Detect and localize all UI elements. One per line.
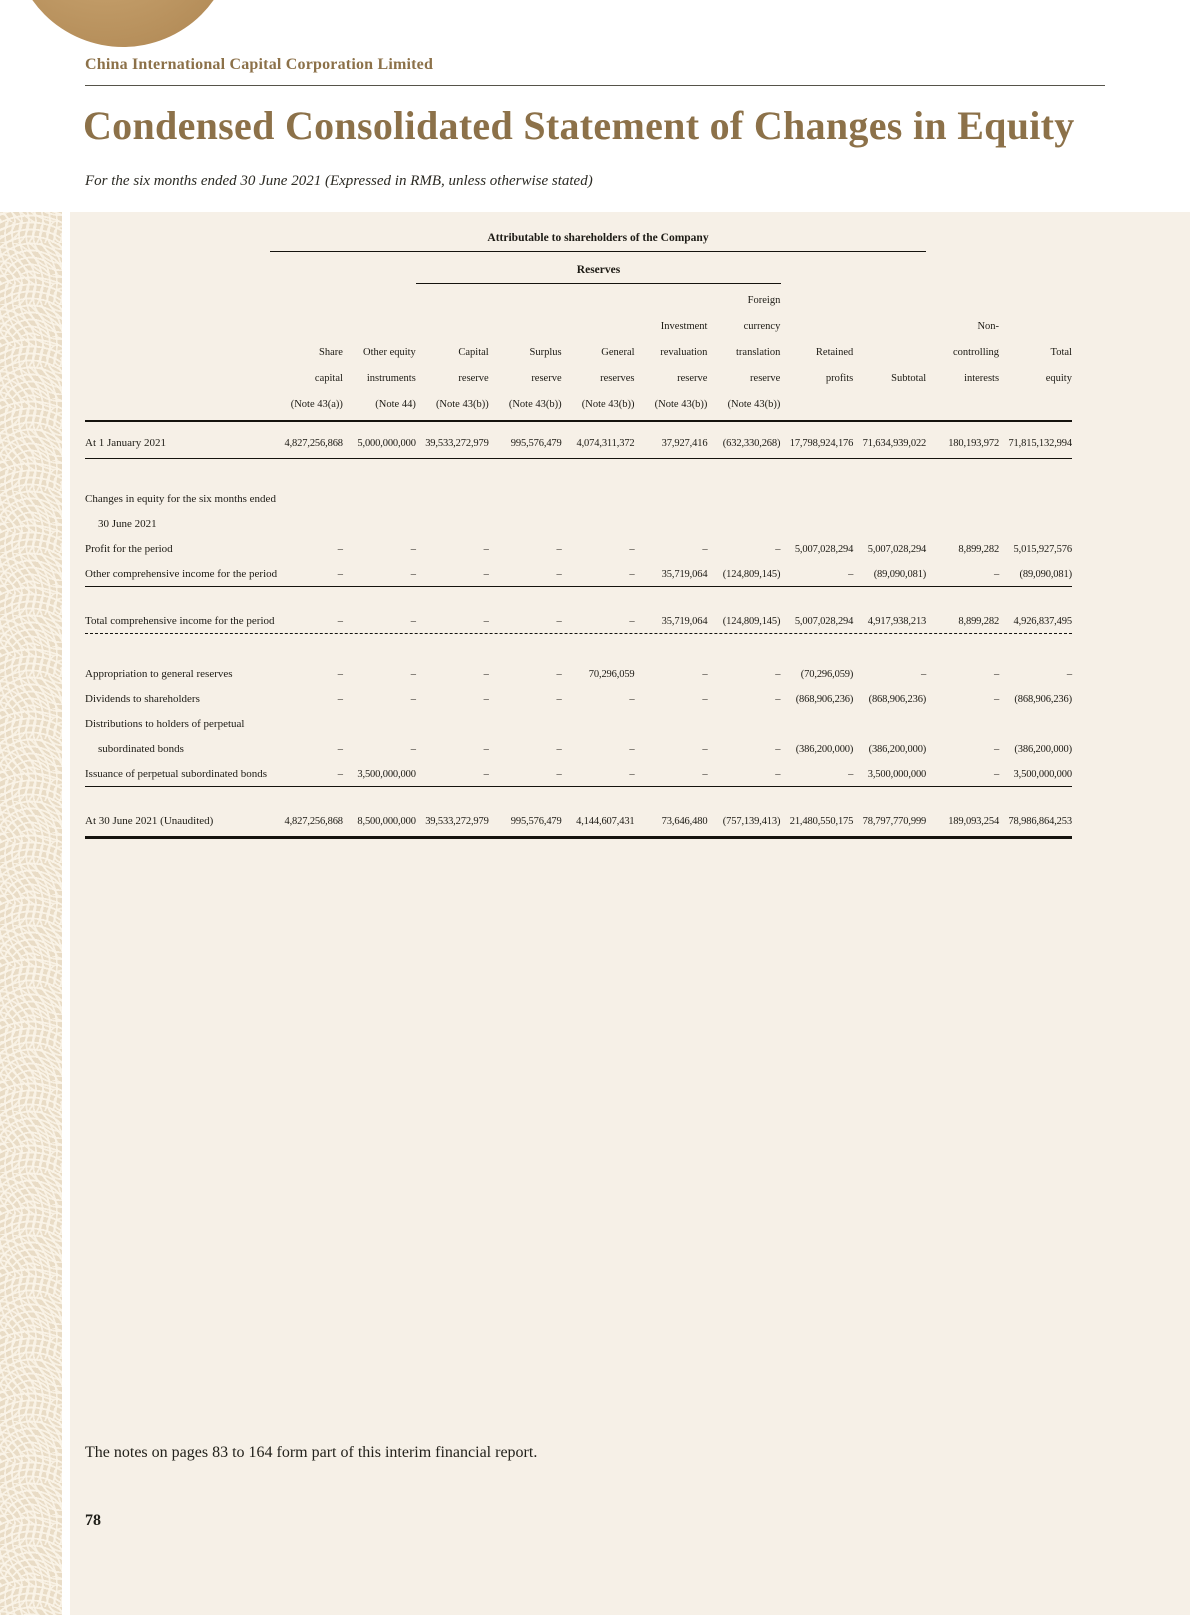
column-header-line: General bbox=[601, 347, 635, 358]
cell-value: (868,906,236) bbox=[795, 693, 854, 705]
decorative-wave-pattern bbox=[0, 212, 62, 1615]
column-header-line: reserve bbox=[750, 373, 781, 384]
cell-value: 4,144,607,431 bbox=[576, 815, 635, 827]
row-label: Total comprehensive income for the period bbox=[85, 614, 275, 627]
cell-value: 3,500,000,000 bbox=[867, 768, 927, 780]
cell-value: – bbox=[921, 668, 927, 680]
column-header-line: Share bbox=[318, 347, 343, 358]
cell-value: (386,200,000) bbox=[1014, 743, 1072, 755]
cell-value: – bbox=[848, 768, 854, 780]
cell-value: – bbox=[410, 743, 416, 755]
group-header-attributable-label: Attributable to shareholders of the Company bbox=[487, 232, 709, 244]
column-note: (Note 43(a)) bbox=[290, 399, 343, 410]
cell-value: (868,906,236) bbox=[1014, 693, 1072, 705]
column-note: (Note 43(b)) bbox=[508, 399, 562, 410]
footnote: The notes on pages 83 to 164 form part of this interim financial report. bbox=[85, 1444, 538, 1461]
column-header-line: Subtotal bbox=[891, 373, 927, 384]
column-header-line: reserves bbox=[600, 373, 635, 384]
table-body bbox=[85, 422, 1072, 839]
column-header-line: translation bbox=[736, 347, 781, 358]
page-number: 78 bbox=[85, 1512, 101, 1529]
cell-value: 8,500,000,000 bbox=[357, 815, 416, 827]
column-header bbox=[635, 314, 708, 418]
column-header bbox=[343, 340, 416, 418]
column-header-line: revaluation bbox=[660, 347, 708, 358]
table-row bbox=[85, 711, 1072, 736]
cell-value: 8,899,282 bbox=[958, 615, 1000, 627]
cell-value: – bbox=[337, 615, 343, 627]
cell-value: – bbox=[993, 568, 1000, 580]
column-note-spacer bbox=[999, 392, 1072, 418]
cell-value: – bbox=[702, 668, 708, 680]
cell-value: – bbox=[556, 743, 562, 755]
cell-value: 5,000,000,000 bbox=[357, 438, 416, 449]
column-header bbox=[562, 340, 635, 418]
cell-value: 73,646,480 bbox=[661, 815, 708, 827]
cell-value: (757,139,413) bbox=[722, 815, 781, 827]
cell-value: 3,500,000,000 bbox=[1013, 768, 1072, 780]
cell-value: – bbox=[775, 743, 781, 755]
cell-value: – bbox=[556, 768, 562, 780]
cell-value: – bbox=[1066, 668, 1072, 680]
cell-value: – bbox=[629, 615, 635, 627]
cell-value: – bbox=[775, 668, 781, 680]
column-header-line: reserve bbox=[531, 373, 562, 384]
column-header-line: currency bbox=[743, 321, 781, 332]
cell-value: 4,926,837,495 bbox=[1013, 615, 1072, 627]
cell-value: 21,480,550,175 bbox=[789, 815, 854, 827]
cell-value: (89,090,081) bbox=[873, 568, 927, 580]
cell-value: – bbox=[410, 693, 416, 705]
cell-value: (386,200,000) bbox=[868, 743, 927, 755]
column-header bbox=[489, 340, 562, 418]
column-header-line: equity bbox=[1045, 373, 1072, 384]
column-header-line: instruments bbox=[366, 373, 416, 384]
table-row bbox=[85, 608, 1072, 634]
column-header-line: Investment bbox=[660, 321, 708, 332]
cell-value: – bbox=[337, 568, 343, 580]
cell-value: – bbox=[775, 543, 781, 555]
cell-value: – bbox=[483, 743, 489, 755]
cell-value: 35,719,064 bbox=[661, 615, 708, 627]
cell-value: (632,330,268) bbox=[722, 438, 781, 449]
cell-value: 189,093,254 bbox=[948, 815, 1000, 827]
page-subtitle: For the six months ended 30 June 2021 (Expressed in RMB, unless otherwise stated) bbox=[85, 173, 593, 189]
cell-value: 17,798,924,176 bbox=[789, 438, 854, 449]
cell-value: – bbox=[483, 615, 489, 627]
cell-value: – bbox=[993, 768, 1000, 780]
cell-value: – bbox=[337, 743, 343, 755]
column-header bbox=[853, 366, 926, 418]
column-note-spacer bbox=[926, 392, 999, 418]
cell-value: – bbox=[702, 543, 708, 555]
column-header-line: Surplus bbox=[529, 347, 562, 358]
cell-value: 5,007,028,294 bbox=[867, 543, 927, 555]
cell-value: – bbox=[775, 693, 781, 705]
cell-value: – bbox=[483, 693, 489, 705]
decorative-circle-logo bbox=[12, 0, 234, 47]
cell-value: (124,809,145) bbox=[722, 615, 781, 627]
cell-value: – bbox=[483, 543, 489, 555]
column-header bbox=[999, 340, 1072, 418]
column-header bbox=[270, 340, 343, 418]
row-label: Other comprehensive income for the period bbox=[85, 567, 278, 580]
table-row bbox=[85, 761, 1072, 787]
cell-value: – bbox=[775, 768, 781, 780]
cell-value: – bbox=[702, 693, 708, 705]
cell-value: 71,815,132,994 bbox=[1008, 438, 1072, 449]
cell-value: (124,809,145) bbox=[722, 568, 781, 580]
cell-value: – bbox=[337, 543, 343, 555]
cell-value: 37,927,416 bbox=[661, 438, 708, 449]
row-label: At 1 January 2021 bbox=[85, 437, 166, 449]
column-note-spacer bbox=[853, 392, 926, 418]
table-row bbox=[85, 736, 1072, 761]
cell-value: – bbox=[993, 693, 1000, 705]
group-header-attributable bbox=[270, 232, 926, 252]
cell-value: – bbox=[410, 543, 416, 555]
cell-value: 5,007,028,294 bbox=[794, 615, 854, 627]
cell-value: – bbox=[483, 568, 489, 580]
cell-value: – bbox=[410, 668, 416, 680]
cell-value: – bbox=[410, 615, 416, 627]
cell-value: – bbox=[629, 768, 635, 780]
row-label: At 30 June 2021 (Unaudited) bbox=[85, 814, 214, 827]
cell-value: – bbox=[556, 693, 562, 705]
column-header-line: Other equity bbox=[363, 347, 416, 358]
table-row bbox=[85, 686, 1072, 711]
column-header-line: Foreign bbox=[747, 295, 781, 306]
cell-value: (89,090,081) bbox=[1019, 568, 1072, 580]
column-header-row bbox=[85, 288, 1072, 422]
cell-value: 78,797,770,999 bbox=[862, 815, 927, 827]
cell-value: 995,576,479 bbox=[510, 815, 562, 827]
cell-value: 180,193,972 bbox=[948, 438, 1000, 449]
row-label: Issuance of perpetual subordinated bonds bbox=[85, 767, 268, 780]
cell-value: 5,007,028,294 bbox=[794, 543, 854, 555]
cell-value: 78,986,864,253 bbox=[1008, 815, 1072, 827]
cell-value: – bbox=[410, 568, 416, 580]
cell-value: – bbox=[483, 668, 489, 680]
table-row bbox=[85, 536, 1072, 561]
column-note-spacer bbox=[780, 392, 853, 418]
content-area bbox=[0, 212, 1190, 1615]
table-row bbox=[85, 511, 1072, 536]
column-note: (Note 43(b)) bbox=[581, 399, 635, 410]
cell-value: – bbox=[556, 543, 562, 555]
cell-value: – bbox=[556, 668, 562, 680]
table-row bbox=[85, 561, 1072, 587]
cell-value: – bbox=[337, 668, 343, 680]
row-label: Changes in equity for the six months ended bbox=[85, 492, 276, 505]
cell-value: – bbox=[993, 743, 1000, 755]
cell-value: – bbox=[483, 768, 489, 780]
column-header-line: Retained bbox=[815, 347, 854, 358]
column-note: (Note 43(b)) bbox=[435, 399, 489, 410]
cell-value: 39,533,272,979 bbox=[425, 438, 489, 449]
cell-value: – bbox=[629, 543, 635, 555]
cell-value: 35,719,064 bbox=[661, 568, 708, 580]
header-rule bbox=[85, 85, 1105, 86]
column-header-line: capital bbox=[314, 373, 343, 384]
page-title: Condensed Consolidated Statement of Changes in Equity bbox=[83, 103, 1075, 148]
column-header-line: Capital bbox=[458, 347, 489, 358]
column-header-line: interests bbox=[964, 373, 1000, 384]
cell-value: – bbox=[629, 693, 635, 705]
company-name: China International Capital Corporation Limited bbox=[85, 56, 434, 73]
cell-value: 4,827,256,868 bbox=[284, 815, 343, 827]
cell-value: (70,296,059) bbox=[800, 668, 854, 680]
cell-value: 5,015,927,576 bbox=[1013, 543, 1072, 555]
table-row bbox=[85, 808, 1072, 839]
group-header-reserves bbox=[416, 264, 781, 284]
cell-value: – bbox=[993, 668, 1000, 680]
column-header-line: reserve bbox=[677, 373, 708, 384]
table-row bbox=[85, 422, 1072, 459]
cell-value: 39,533,272,979 bbox=[425, 815, 489, 827]
column-header-line: Total bbox=[1050, 347, 1072, 358]
group-header-reserves-label: Reserves bbox=[576, 264, 621, 276]
cell-value: 4,074,311,372 bbox=[576, 438, 635, 449]
equity-table bbox=[85, 232, 1072, 839]
column-header-line: Non- bbox=[977, 321, 1000, 332]
column-header bbox=[780, 340, 853, 418]
cell-value: – bbox=[702, 768, 708, 780]
row-label: Dividends to shareholders bbox=[85, 692, 200, 705]
column-header-line: controlling bbox=[952, 347, 1000, 358]
table-row bbox=[85, 661, 1072, 686]
row-label: 30 June 2021 bbox=[98, 517, 157, 530]
cell-value: – bbox=[702, 743, 708, 755]
row-label: Appropriation to general reserves bbox=[85, 667, 233, 680]
row-label: Profit for the period bbox=[85, 542, 173, 555]
row-label: subordinated bonds bbox=[98, 742, 184, 755]
cell-value: 71,634,939,022 bbox=[862, 438, 927, 449]
cell-value: – bbox=[337, 768, 343, 780]
column-note: (Note 43(b)) bbox=[654, 399, 708, 410]
column-note: (Note 43(b)) bbox=[727, 399, 781, 410]
cell-value: (386,200,000) bbox=[795, 743, 854, 755]
cell-value: – bbox=[629, 743, 635, 755]
cell-value: 995,576,479 bbox=[510, 438, 562, 449]
cell-value: 3,500,000,000 bbox=[357, 768, 416, 780]
column-header bbox=[926, 314, 999, 418]
cell-value: 70,296,059 bbox=[588, 668, 635, 680]
cell-value: – bbox=[556, 568, 562, 580]
table-row bbox=[85, 486, 1072, 511]
column-header-line: profits bbox=[825, 373, 854, 384]
row-label: Distributions to holders of perpetual bbox=[85, 717, 245, 730]
cell-value: 4,917,938,213 bbox=[867, 615, 927, 627]
column-header-line: reserve bbox=[458, 373, 489, 384]
column-header bbox=[707, 288, 780, 418]
statement-sheet bbox=[70, 212, 1190, 1615]
cell-value: 4,827,256,868 bbox=[284, 438, 343, 449]
cell-value: (868,906,236) bbox=[868, 693, 927, 705]
cell-value: – bbox=[629, 568, 635, 580]
cell-value: – bbox=[848, 568, 854, 580]
column-header bbox=[416, 340, 489, 418]
column-note: (Note 44) bbox=[375, 399, 416, 410]
cell-value: – bbox=[337, 693, 343, 705]
cell-value: 8,899,282 bbox=[958, 543, 1000, 555]
cell-value: – bbox=[556, 615, 562, 627]
